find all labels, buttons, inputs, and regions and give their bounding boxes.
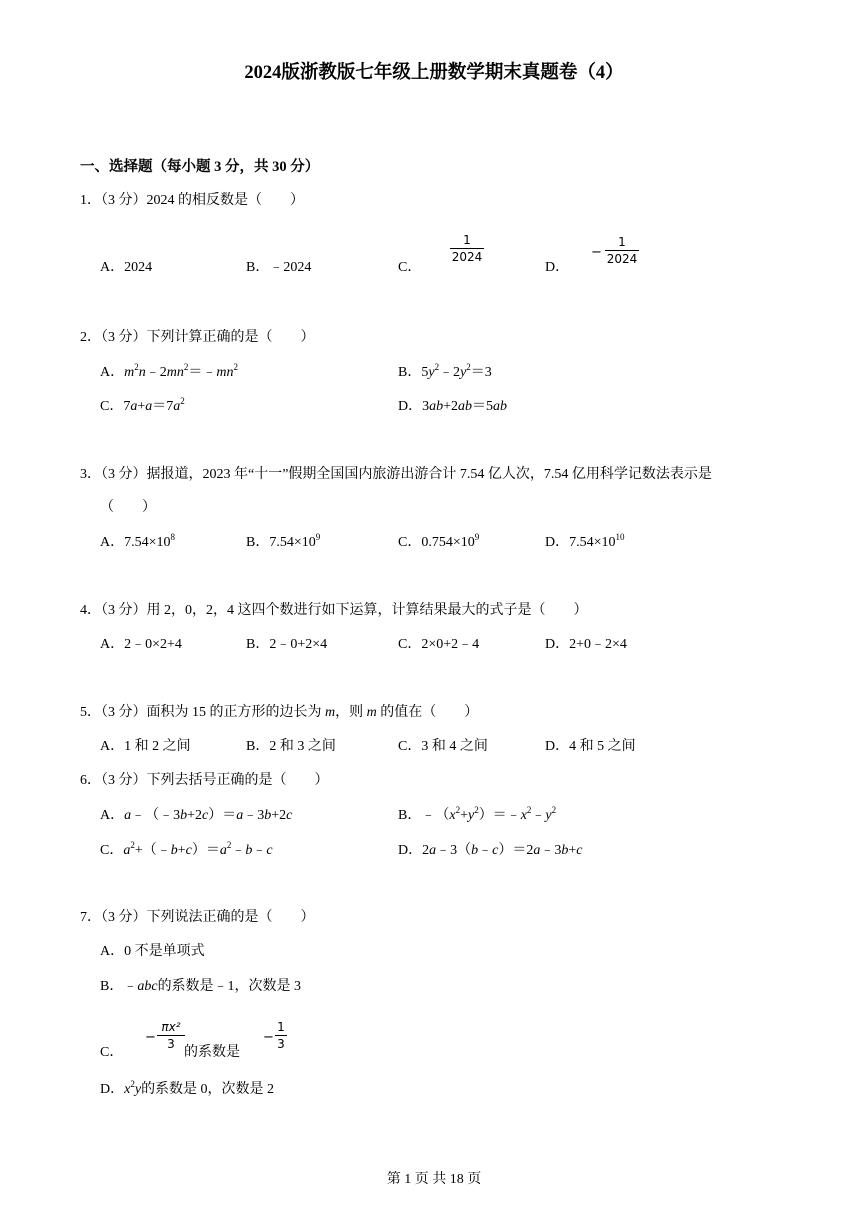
fraction-denominator: 3 [275, 1035, 287, 1050]
q1-option-d-label: D． [545, 260, 570, 275]
q6-option-d: D．2a﹣3（b﹣c）＝2a﹣3b+c [398, 843, 583, 858]
option-label: D． [545, 535, 570, 550]
page-title: 2024版浙教版七年级上册数学期末真题卷（4） [244, 63, 624, 83]
fraction-numerator: 1 [277, 1020, 285, 1034]
page-number: 第 1 页 共 18 页 [386, 1172, 482, 1187]
q7-option-b: B．﹣abc的系数是﹣1，次数是 3 [100, 979, 302, 994]
q1-option-c-fraction [450, 234, 484, 263]
question-6-stem: 6．（3 分）下列去括号正确的是（ ） [80, 773, 329, 788]
q7-option-d: D．$x^2y$的系数是 0，次数是 2 [100, 1079, 275, 1097]
option-label: B． [246, 535, 270, 550]
question-2-stem: 2．（3 分）下列计算正确的是（ ） [80, 330, 315, 345]
option-label: A． [100, 808, 125, 823]
option-text: 的系数是 0，次数是 2 [141, 1082, 275, 1097]
variable: m [366, 705, 377, 720]
question-3-stem-cont: （ ） [100, 500, 156, 515]
minus-sign: − [591, 245, 602, 260]
q2-option-c: C．$7a+a=7a^2$ [100, 396, 185, 414]
stem-text: 5．（3 分）面积为 15 的正方形的边长为 [80, 705, 325, 720]
question-1-stem: 1．（3 分）2024 的相反数是（ ） [80, 193, 304, 208]
option-label: B． [100, 979, 124, 994]
q4-option-c: C．2×0+2﹣4 [398, 637, 480, 652]
q1-option-c-label: C． [398, 260, 422, 275]
variable: m [325, 705, 336, 720]
q7-option-a: A．0 不是单项式 [100, 944, 205, 959]
question-7-stem: 7．（3 分）下列说法正确的是（ ） [80, 910, 315, 925]
fraction-numerator: 1 [618, 235, 626, 249]
q1-option-d-fraction [605, 236, 639, 265]
minus-sign: − [145, 1030, 156, 1045]
q2-option-a: A．$m^2n﹣2mn^2=﹣mn^2$ [100, 362, 238, 380]
option-label: A． [100, 365, 125, 380]
q3-option-d: D．$7.54\times 10^{10}$ [545, 532, 625, 550]
q6-option-a: A．a﹣（﹣3b+2c）＝a﹣3b+2c [100, 808, 293, 823]
fraction-denominator: 3 [157, 1035, 185, 1050]
q4-option-b: B．2﹣0+2×4 [246, 637, 328, 652]
q7-option-c-text: 的系数是 [184, 1045, 240, 1060]
option-label: D． [100, 1082, 125, 1097]
stem-text: 的值在（ ） [376, 705, 479, 720]
q7-option-c-coefficient [275, 1021, 287, 1050]
option-label: B． [398, 365, 422, 380]
question-4-stem: 4．（3 分）用 2，0，2，4 这四个数进行如下运算，计算结果最大的式子是（ ） [80, 603, 588, 618]
option-label: D． [398, 843, 423, 858]
q6-option-c: C．$a^2+(﹣b+c)=a^2﹣b﹣c$ [100, 840, 273, 858]
fraction-denominator: 2024 [606, 252, 638, 266]
q5-option-a: A．1 和 2 之间 [100, 739, 191, 754]
option-label: C． [398, 535, 422, 550]
q4-option-a: A．2﹣0×2+4 [100, 637, 182, 652]
question-5-stem [80, 706, 478, 720]
q5-option-b: B．2 和 3 之间 [246, 739, 336, 754]
q4-option-d: D．2+0﹣2×4 [545, 637, 627, 652]
option-label: B． [398, 808, 422, 823]
option-label: C． [100, 399, 124, 414]
stem-text: ，则 [335, 705, 367, 720]
option-label: A． [100, 535, 125, 550]
q1-option-a: A．2024 [100, 260, 153, 275]
fraction-numerator: πx² [161, 1020, 181, 1034]
q5-option-d: D．4 和 5 之间 [545, 739, 636, 754]
question-3-stem: 3．（3 分）据报道，2023 年“十一”假期全国国内旅游出游合计 7.54 亿人次，7.54 亿用科学记数法表示是 [80, 467, 712, 482]
q2-option-d: D．3ab+2ab＝5ab [398, 399, 508, 414]
q2-option-b: B．$5y^2﹣2y^2=3$ [398, 362, 492, 380]
q1-option-b: B．﹣2024 [246, 260, 312, 275]
option-label: C． [100, 843, 124, 858]
q3-option-b: B．$7.54\times 10^9$ [246, 532, 321, 550]
q3-option-a: A．$7.54\times 10^8$ [100, 532, 176, 550]
q7-option-c-fraction [157, 1021, 185, 1050]
fraction-numerator: 1 [463, 233, 471, 247]
option-text: 的系数是﹣1，次数是 3 [157, 979, 302, 994]
q6-option-b: B．$﹣(x^2+y^2)=﹣x^2﹣y^2$ [398, 805, 557, 823]
q3-option-c: C．$0.754\times 10^9$ [398, 532, 480, 550]
q7-option-c-label: C． [100, 1045, 124, 1060]
fraction-denominator: 2024 [451, 250, 483, 264]
q5-option-c: C．3 和 4 之间 [398, 739, 488, 754]
section-heading: 一、选择题（每小题 3 分，共 30 分） [80, 159, 320, 175]
option-label: D． [398, 399, 423, 414]
minus-sign: − [263, 1030, 274, 1045]
